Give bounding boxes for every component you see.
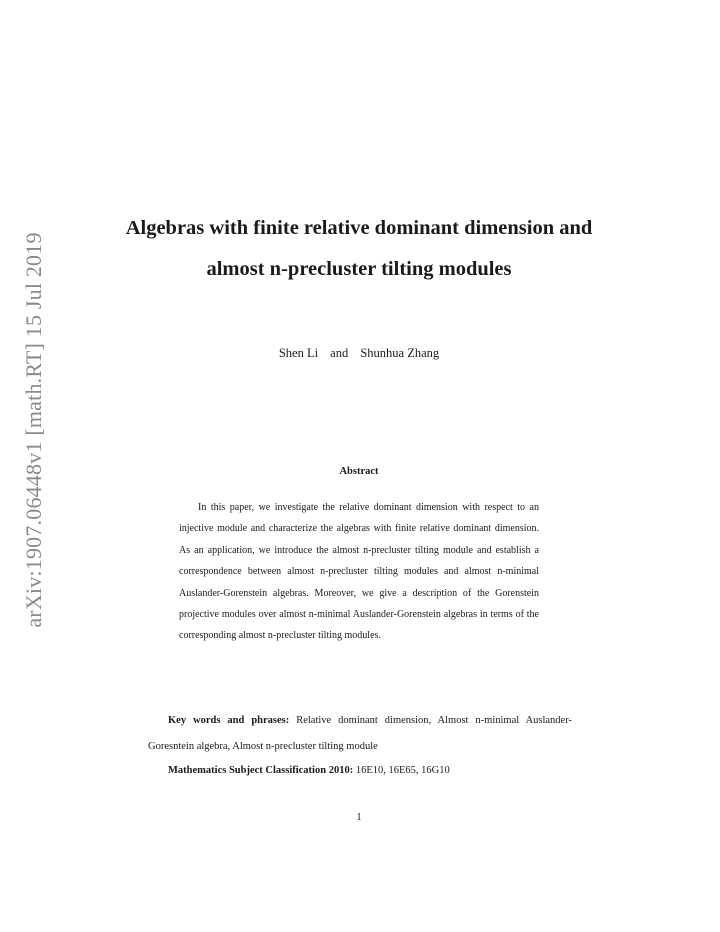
author-name: Shunhua Zhang <box>360 346 440 360</box>
author-line <box>0 346 718 361</box>
abstract-text: In this paper, we investigate the relative dominant dimension with respect to an injective module and characterize the algebras with finite relative dominant dimension. As an application, we introduce the almost n-precluster tilting module and establish a correspondence between almost n-precluster tilting modules and almost n-minimal Auslander-Gorenstein algebras. Moreover, we give a description of the Gorenstein projective modules over almost n-minimal Auslander-Gorenstein algebras in terms of the corresponding almost n-precluster tilting modules. <box>179 502 539 642</box>
arxiv-identifier-stamp: arXiv:1907.06448v1 [math.RT] 15 Jul 2019 <box>21 232 46 628</box>
msc-classification <box>168 765 450 776</box>
keywords-paragraph <box>148 708 572 760</box>
author-connector: and <box>330 346 349 360</box>
msc-label: Mathematics Subject Classification 2010: <box>168 765 354 776</box>
msc-codes: 16E10, 16E65, 16G10 <box>355 765 450 776</box>
page-number: 1 <box>356 812 362 823</box>
paper-title: Algebras with finite relative dominant dimension and almost n-precluster tilting modules <box>125 217 593 280</box>
keywords-text: Relative dominant dimension, Almost n-minimal Auslander-Goresntein algebra, Almost n-precluster tilting module <box>148 715 573 752</box>
keywords-label: Key words and phrases: <box>168 715 290 726</box>
abstract-heading: Abstract <box>339 466 379 477</box>
author-name: Shen Li <box>278 346 319 360</box>
